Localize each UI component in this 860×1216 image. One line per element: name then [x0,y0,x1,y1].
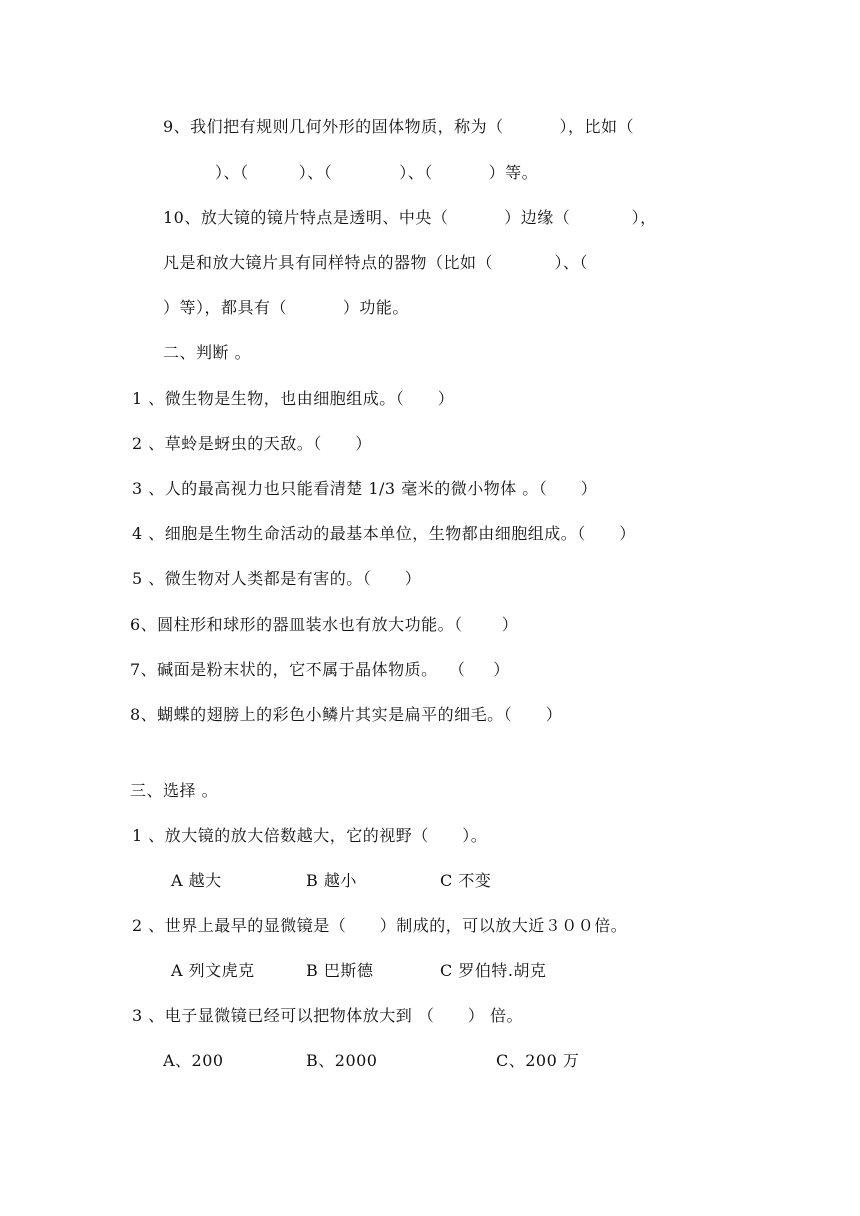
q10-line-3: ）等），都具有（ ）功能。 [163,298,409,317]
judgment-item-4: 4 、细胞是生物生命活动的最基本单位，生物都由细胞组成。（ ） [132,524,636,543]
choice-q1-option-c: C 不变 [440,871,492,890]
choice-q3-stem: 3 、电子显微镜已经可以把物体放大到 （ ） 倍。 [132,1006,523,1025]
choice-q1-option-b: B 越小 [306,871,357,890]
judgment-item-1: 1 、微生物是生物，也由细胞组成。（ ） [132,389,455,408]
choice-q3-option-b: B、2000 [306,1051,378,1070]
judgment-item-3: 3 、人的最高视力也只能看清楚 1/3 毫米的微小物体 。（ ） [132,479,598,498]
q10-line-2: 凡是和放大镜片具有同样特点的器物（比如（ ）、（ [163,253,588,272]
choice-q3-option-a: A、200 [163,1051,224,1070]
judgment-item-6: 6、圆柱形和球形的器皿装水也有放大功能。（ ） [130,615,519,634]
choice-q1-option-a: A 越大 [171,871,222,890]
judgment-item-2: 2 、草蛉是蚜虫的天敌。（ ） [132,434,372,453]
q9-line-1: 9、我们把有规则几何外形的固体物质，称为（ ），比如（ [163,117,635,136]
q9-line-2: ）、（ ）、（ ）、（ ）等。 [215,163,539,182]
judgment-item-8: 8、蝴蝶的翅膀上的彩色小鳞片其实是扁平的细毛。（ ） [130,705,563,724]
choice-q2-stem: 2 、世界上最早的显微镜是（ ）制成的，可以放大近３００倍。 [132,916,628,935]
choice-q2-option-b: B 巴斯德 [306,961,374,980]
choice-q3-option-c: C、200 万 [496,1051,580,1070]
judgment-item-5: 5 、微生物对人类都是有害的。（ ） [132,569,422,588]
q10-line-1: 10、放大镜的镜片特点是透明、中央（ ）边缘（ ）， [163,208,657,227]
choice-q2-option-a: A 列文虎克 [171,961,255,980]
choice-q2-option-c: C 罗伯特.胡克 [440,961,547,980]
choice-heading: 三、选择 。 [130,781,219,800]
judgment-item-7: 7、碱面是粉末状的，它不属于晶体物质。 （ ） [130,660,510,679]
choice-q1-stem: 1 、放大镜的放大倍数越大，它的视野（ ）。 [132,826,488,845]
judgment-heading: 二、判断 。 [163,343,252,362]
